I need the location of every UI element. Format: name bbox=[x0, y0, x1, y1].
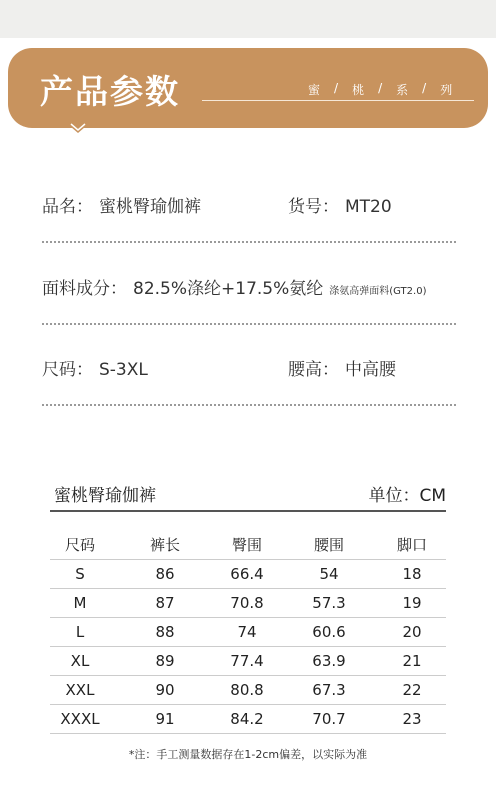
sku-value: MT20 bbox=[345, 197, 392, 217]
table-cell: 19 bbox=[402, 594, 422, 612]
fabric-label: 面料成分： bbox=[42, 279, 127, 299]
series-char: 蜜 bbox=[308, 83, 321, 97]
table-cell: 84.2 bbox=[230, 710, 264, 728]
banner-underline bbox=[202, 100, 474, 101]
table-cell: 77.4 bbox=[230, 652, 264, 670]
table-row bbox=[50, 560, 446, 589]
header-cell: 裤长 bbox=[149, 536, 180, 554]
series-label bbox=[308, 81, 452, 98]
table-cell: XXL bbox=[65, 681, 95, 699]
table-cell: 86 bbox=[155, 565, 175, 583]
table-cell: 57.3 bbox=[312, 594, 346, 612]
size-value: S-3XL bbox=[99, 360, 148, 380]
table-cell: 80.8 bbox=[230, 681, 264, 699]
top-band bbox=[0, 0, 496, 38]
table-cell: 54 bbox=[319, 565, 339, 583]
page-title: 产品参数 bbox=[40, 72, 180, 111]
param-sku bbox=[288, 192, 392, 217]
header-cell: 臀围 bbox=[231, 536, 262, 554]
header-banner bbox=[8, 48, 488, 128]
table-row bbox=[50, 589, 446, 618]
series-char: 系 bbox=[396, 83, 409, 97]
table-cell: 18 bbox=[402, 565, 422, 583]
param-size bbox=[42, 355, 148, 380]
table-row bbox=[50, 676, 446, 705]
table-cell: 67.3 bbox=[312, 681, 346, 699]
dotted-divider bbox=[42, 323, 456, 325]
name-value: 蜜桃臀瑜伽裤 bbox=[99, 197, 201, 217]
table-cell: XXXL bbox=[60, 710, 100, 728]
table-cell: 23 bbox=[402, 710, 422, 728]
row-divider bbox=[50, 733, 446, 734]
table-cell: M bbox=[73, 594, 87, 612]
table-cell: 87 bbox=[155, 594, 175, 612]
table-row bbox=[50, 647, 446, 676]
sku-label: 货号： bbox=[288, 197, 339, 217]
table-cell: XL bbox=[70, 652, 90, 670]
table-cell: 88 bbox=[155, 623, 175, 641]
table-cell: 90 bbox=[155, 681, 175, 699]
param-waist bbox=[288, 355, 396, 380]
dotted-divider bbox=[42, 404, 456, 406]
table-title: 蜜桃臀瑜伽裤 bbox=[54, 486, 156, 506]
table-unit: 单位：CM bbox=[368, 486, 446, 506]
table-row bbox=[50, 618, 446, 647]
waist-value: 中高腰 bbox=[345, 360, 396, 380]
table-row bbox=[50, 705, 446, 734]
table-header-row bbox=[50, 531, 446, 560]
table-cell: 89 bbox=[155, 652, 175, 670]
series-char: / bbox=[378, 81, 383, 95]
header-cell: 腰围 bbox=[313, 536, 344, 554]
series-char: / bbox=[334, 81, 339, 95]
table-cell: L bbox=[75, 623, 85, 641]
footnote: *注：手工测量数据存在1-2cm偏差，以实际为准 bbox=[128, 748, 368, 761]
table-cell: 74 bbox=[237, 623, 257, 641]
table-cell: 66.4 bbox=[230, 565, 264, 583]
table-cell: 91 bbox=[155, 710, 175, 728]
fabric-value: 82.5%涤纶+17.5%氨纶 bbox=[133, 279, 324, 299]
table-cell: 63.9 bbox=[312, 652, 346, 670]
series-char: 列 bbox=[440, 83, 453, 97]
table-cell: 22 bbox=[402, 681, 422, 699]
chevron-down-icon bbox=[64, 121, 92, 135]
param-fabric bbox=[42, 274, 426, 299]
header-cell: 脚口 bbox=[396, 536, 427, 554]
size-label: 尺码： bbox=[42, 360, 93, 380]
table-cell: 70.8 bbox=[230, 594, 264, 612]
header-cell: 尺码 bbox=[64, 536, 95, 554]
table-cell: 21 bbox=[402, 652, 422, 670]
table-top-rule bbox=[50, 510, 446, 512]
table-cell: 60.6 bbox=[312, 623, 346, 641]
name-label: 品名： bbox=[42, 197, 93, 217]
table-cell: S bbox=[75, 565, 85, 583]
waist-label: 腰高： bbox=[288, 360, 339, 380]
series-char: 桃 bbox=[352, 83, 365, 97]
table-cell: 70.7 bbox=[312, 710, 346, 728]
table-cell: 20 bbox=[402, 623, 422, 641]
dotted-divider bbox=[42, 241, 456, 243]
param-name bbox=[42, 192, 201, 217]
fabric-note: 涤氨高弹面料(GT2.0) bbox=[329, 286, 427, 297]
size-table bbox=[50, 531, 446, 734]
series-char: / bbox=[422, 81, 427, 95]
